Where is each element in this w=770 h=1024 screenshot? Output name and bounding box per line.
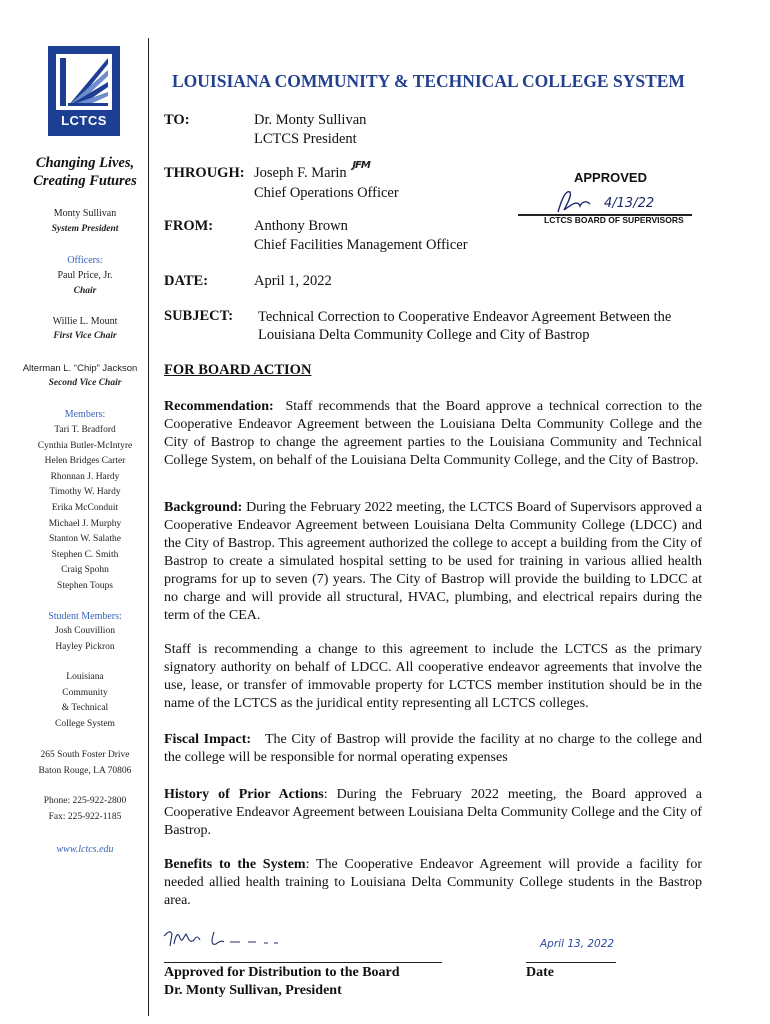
members-label: Members: (64, 409, 106, 420)
to-value (254, 111, 366, 149)
member-name: Timothy W. Hardy (49, 487, 121, 498)
history-text: : During the February 2022 meeting, the Board approved a Cooperative Endeavor Agreement between Louisiana Delta Community College and the City of Bastrop. (164, 787, 702, 838)
board-action-heading: FOR BOARD ACTION (164, 362, 312, 378)
member-name: Cynthia Butler-McIntyre (37, 440, 133, 451)
approval-stamp (518, 170, 692, 226)
officer-role: Second Vice Chair (48, 378, 122, 388)
member-name: Rhonnan J. Hardy (50, 471, 120, 482)
member-name: Stanton W. Salathe (48, 534, 122, 545)
member-name: Tari T. Bradford (54, 425, 116, 435)
officer-role: Chair (73, 286, 97, 296)
benefits-label: Benefits to the System (164, 857, 306, 872)
org-name-line: Community (62, 687, 108, 698)
contact (22, 794, 148, 825)
member-name: Helen Bridges Carter (44, 456, 126, 467)
vertical-divider (148, 38, 149, 1016)
org-name-line: Louisiana (66, 672, 104, 682)
fiscal-paragraph (164, 731, 702, 767)
student-members-label: Student Members: (48, 611, 122, 622)
website-link[interactable]: www.lctcs.edu (56, 844, 114, 855)
from-title: Chief Facilities Management Officer (254, 237, 468, 253)
officer-role: First Vice Chair (53, 331, 117, 341)
org-name (22, 670, 148, 732)
to-label: TO: (164, 112, 190, 128)
officer-name: Willie L. Mount (52, 316, 118, 327)
address-line: Baton Rouge, LA 70806 (38, 765, 132, 776)
background-text: During the February 2022 meeting, the LCTCS Board of Supervisors approved a Cooperative Endeavor Agreement between Louisiana Delta Community College (LDCC) and the City of Bastrop. This agreement authorized the college to accept a building from the City of Bastrop to create a simulated hospital setting to be used for training in various allied health programs for up to seven (7) years. The City of Bastrop will provide the building to LDCC at no charge and will provide all structural, HVAC, plumbing, and electrical repairs during the term of the CEA. (164, 500, 702, 623)
date-label: DATE: (164, 273, 209, 289)
staff-paragraph: Staff is recommending a change to this agreement to include the LCTCS as the primary signatory authority on behalf of LDCC. All cooperative endeavor agreements that involve the use, lease, or transfer of immovable property for LCTCS member institution should be in the name of the LCTCS as the juridical entity representing all LCTCS colleges. (164, 642, 702, 711)
member-name: Erika McConduit (51, 502, 119, 513)
benefits-text: : The Cooperative Endeavor Agreement will provide a facility for needed allied health training to Louisiana Delta Community College students in the Bastrop area. (164, 857, 702, 908)
student-member-name: Hayley Pickron (55, 641, 115, 652)
fiscal-text: The City of Bastrop will provide the facility at no charge to the college and the college will be responsible for normal operating expenses (164, 732, 702, 765)
student-member-name: Josh Couvillion (55, 626, 115, 636)
from-label: FROM: (164, 218, 214, 234)
officers-label: Officers: (67, 255, 103, 266)
through-title: Chief Operations Officer (254, 185, 399, 201)
address-line: 265 South Foster Drive (40, 750, 130, 760)
recommendation-paragraph (164, 398, 702, 470)
page-title: LOUISIANA COMMUNITY & TECHNICAL COLLEGE SYSTEM (172, 71, 685, 91)
approval-handwritten-date: 4/13/22 (604, 196, 655, 211)
from-name: Anthony Brown (254, 218, 348, 234)
history-label: History of Prior Actions (164, 787, 324, 802)
org-name-line: & Technical (61, 703, 109, 714)
member-name: Craig Spohn (61, 565, 109, 576)
president-title: System President (51, 224, 119, 234)
through-initials: JFM (352, 160, 370, 171)
officer-name: Paul Price, Jr. (57, 270, 113, 281)
tagline-line-2: Creating Futures (33, 173, 137, 189)
recommendation-label: Recommendation: (164, 399, 274, 414)
members-list (22, 423, 148, 595)
fiscal-label: Fiscal Impact: (164, 732, 252, 747)
history-paragraph (164, 786, 702, 840)
date-value: April 1, 2022 (254, 273, 332, 289)
approved-label: APPROVED (574, 170, 647, 185)
handwritten-date: April 13, 2022 (540, 938, 615, 950)
approval-caption: LCTCS BOARD OF SUPERVISORS (544, 215, 684, 225)
approved-caption-2: Dr. Monty Sullivan, President (164, 983, 342, 998)
approved-caption-1: Approved for Distribution to the Board (164, 965, 400, 980)
president-signature-icon (160, 924, 300, 954)
subject-label: SUBJECT: (164, 308, 234, 324)
logo-text: LCTCS (61, 113, 107, 128)
subject-value: Technical Correction to Cooperative Endeavor Agreement Between the Louisiana Delta Community College and City of Bastrop (258, 309, 672, 343)
through-value (254, 160, 399, 203)
recommendation-text: Staff recommends that the Board approve a technical correction to the Cooperative Endeavor Agreement between the Louisiana Delta Community College and the City of Bastrop to change the agreement parties to the Louisiana Community and Technical College System, on behalf of the Louisiana Delta Community College, and the City of Bastrop. (164, 399, 702, 468)
member-name: Stephen C. Smith (51, 549, 119, 560)
through-name: Joseph F. Marin (254, 165, 347, 181)
member-name: Stephen Toups (57, 580, 113, 591)
through-name-row (254, 160, 399, 184)
signature-line (164, 962, 442, 963)
member-name: Michael J. Murphy (48, 518, 122, 529)
address (22, 748, 148, 779)
org-name-line: College System (55, 718, 115, 729)
phone: Phone: 225-922-2800 (43, 796, 127, 806)
officer-name: Alterman L. “Chip” Jackson (22, 363, 138, 374)
lctcs-logo (48, 46, 120, 136)
fax: Fax: 225-922-1185 (48, 811, 122, 822)
president-name: Monty Sullivan (53, 208, 117, 219)
background-paragraph (164, 499, 702, 625)
tagline-line-1: Changing Lives, (35, 155, 135, 171)
to-title: LCTCS President (254, 131, 357, 147)
student-members-list (22, 624, 148, 655)
from-value (254, 217, 468, 255)
through-label: THROUGH: (164, 165, 245, 181)
background-label: Background: (164, 500, 243, 515)
logo-emblem (56, 54, 112, 110)
to-name: Dr. Monty Sullivan (254, 112, 367, 128)
benefits-paragraph (164, 856, 702, 910)
date-line (526, 962, 616, 963)
date-caption: Date (526, 965, 554, 980)
